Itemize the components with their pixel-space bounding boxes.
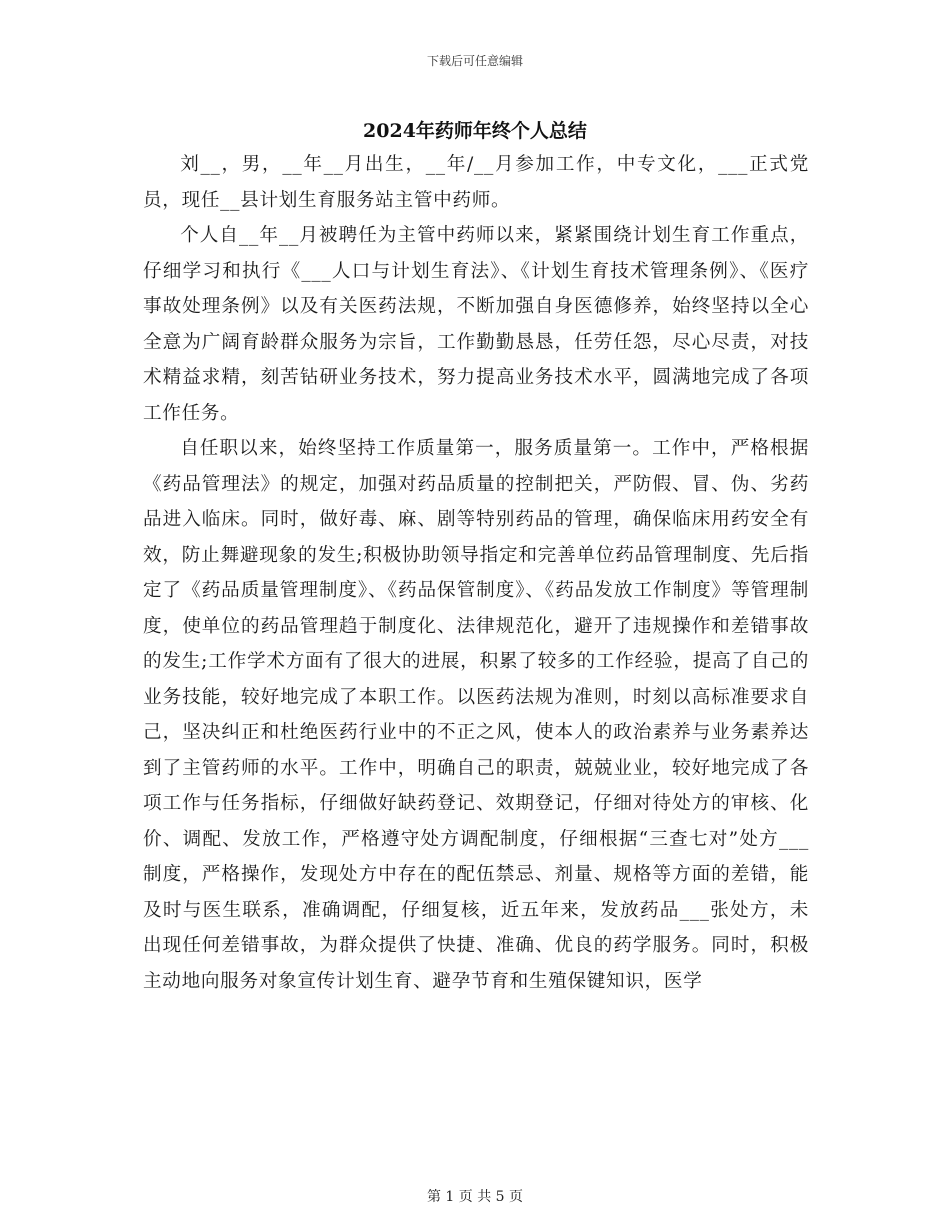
page-number: 第 1 页 共 5 页 — [426, 1189, 524, 1205]
paragraph-appointment: 个人自__年__月被聘任为主管中药师以来，紧紧围绕计划生育工作重点，仔细学习和执行《___人口与计划生育法》、《计划生育技术管理条例》、《医疗事故处理条例》以及有关医药法规，不断加强自身医德修养，始终坚持以全心全意为广阔育龄群众服务为宗旨，工作勤勤恳恳，任劳任怨，尽心尽责，对技术精益求精，刻苦钻研业务技术，努力提高业务技术水平，圆满地完成了各项工作任务。 — [143, 225, 809, 424]
paragraph-work-summary: 自任职以来，始终坚持工作质量第一，服务质量第一。工作中，严格根据《药品管理法》的规定，加强对药品质量的控制把关，严防假、冒、伪、劣药品进入临床。同时，做好毒、麻、剧等特别药品的管理，确保临床用药安全有效，防止舞避现象的发生;积极协助领导指定和完善单位药品管理制度、先后指定了《药品质量管理制度》、《药品保管制度》、《药品发放工作制度》等管理制度，使单位的药品管理趋于制度化、法律规范化，避开了违规操作和差错事故的发生;工作学术方面有了很大的进展，积累了较多的工作经验，提高了自己的业务技能，较好地完成了本职工作。以医药法规为准则，时刻以高标准要求自己，坚决纠正和杜绝医药行业中的不正之风，使本人的政治素养与业务素养达到了主管药师的水平。工作中，明确自己的职责，兢兢业业，较好地完成了各项工作与任务指标，仔细做好缺药登记、效期登记，仔细对待处方的审核、化价、调配、发放工作，严格遵守处方调配制度，仔细根据“三查七对”处方___制度，严格操作，发现处方中存在的配伍禁忌、剂量、规格等方面的差错，能及时与医生联系，准确调配，仔细复核，近五年来，发放药品___张处方，未出现任何差错事故，为群众提供了快捷、准确、优良的药学服务。同时，积极主动地向服务对象宣传计划生育、避孕节育和生殖保键知识，医学 — [143, 438, 809, 992]
page-header: 下载后可任意编辑 — [426, 54, 523, 68]
document-body — [143, 147, 809, 999]
document-title: 2024年药师年终个人总结 — [363, 120, 587, 142]
paragraph-intro: 刘__，男，__年__月出生，__年/__月参加工作，中专文化，___正式党员，现任__县计划生育服务站主管中药师。 — [143, 154, 809, 211]
